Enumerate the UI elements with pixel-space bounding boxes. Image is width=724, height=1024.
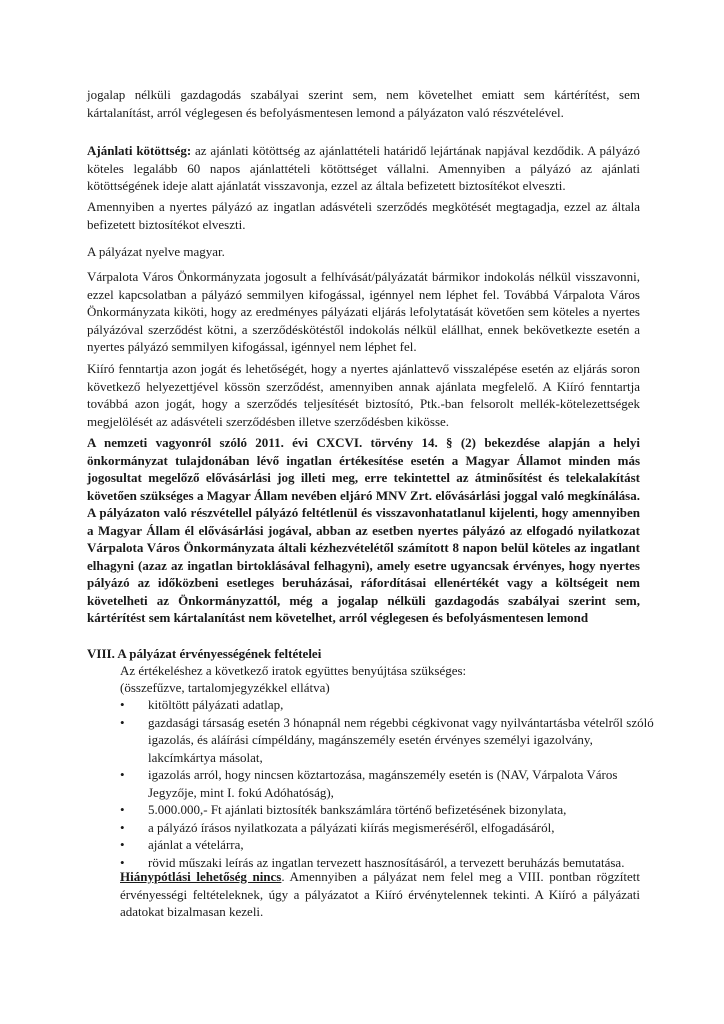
paragraph-ajanlati-kototseg: [87, 142, 640, 195]
bullet-icon: •: [120, 819, 125, 835]
list-item-text: kitöltött pályázati adatlap,: [148, 697, 284, 712]
list-item: [120, 766, 660, 801]
hianypotlas-label: Hiánypótlási lehetőség nincs: [120, 869, 282, 884]
list-item-text: gazdasági társaság esetén 3 hónapnál nem régebbi cégkivonat vagy nyilvántartásba vételről szóló igazolás, és aláírási címpéldány, magánszemély esetén érvényes személyi igazolvány, lakcímkártya másolat,: [148, 714, 654, 765]
bullet-icon: •: [120, 802, 125, 817]
paragraph-kiiro-jogai: Kiíró fenntartja azon jogát és lehetőségét, hogy a nyertes ajánlattevő visszalépése esetén az eljárás soron következő helyezettjével kössön szerződést, amennyiben annak ajánlata megfelelő. A Kiíró fenntartja továbbá azon jogát, hogy a szerződés teljesítését biztosító, Ptk.-ban felsorolt mellék-kötelezettségek megjelölését az adásvételi szerződésben illetve szerződésben kikösse.: [87, 361, 640, 429]
bullet-icon: •: [120, 714, 125, 730]
intro-line-2: (összefűzve, tartalomjegyzékkel ellátva): [120, 680, 330, 695]
paragraph-nyelv: A pályázat nyelve magyar.: [87, 244, 225, 259]
list-item-text: igazolás arról, hogy nincsen köztartozása, magánszemély esetén is (NAV, Várpalota Város Jegyzője, mint I. fokú Adóhatóság),: [148, 767, 618, 800]
paragraph-szerzodes-megtagadas: Amennyiben a nyertes pályázó az ingatlan adásvételi szerződés megkötését megtagadja, ezzel az általa befizetett biztosítékot elveszti.: [87, 199, 640, 232]
list-item: [120, 819, 660, 837]
list-item: [120, 714, 660, 767]
intro-line-1: Az értékeléshez a következő iratok együttes benyújtása szükséges:: [120, 663, 467, 678]
paragraph-visszavonas: Várpalota Város Önkormányzata jogosult a felhívását/pályázatát bármikor indokolás nélkül visszavonni, ezzel kapcsolatban a pályázó semmilyen kifogással, igénnyel nem léphet fel. Továbbá Várpalota Város Önkormányzata kiköti, hogy az eredményes pályázati eljárás lefolytatását követően sem köteles a nyertes pályázóval szerződést kötni, a szerződéskötéstől indokolás nélkül elállhat, ennek bekövetkezte esetén a nyertes pályázó semmilyen kifogással, igénnyel nem léphet fel.: [87, 269, 640, 354]
bullet-icon: •: [120, 697, 125, 712]
paragraph-jogalap: jogalap nélküli gazdagodás szabályai szerint sem, nem követelhet emiatt sem kártérítést, sem kártalanítást, arról véglegesen és befolyásmentesen lemond a pályázaton való részvételével.: [87, 87, 640, 120]
list-item-text: rövid műszaki leírás az ingatlan tervezett hasznosításáról, a tervezett beruházás bemutatása.: [148, 854, 625, 870]
list-item-text: a pályázó írásos nyilatkozata a pályázati kiírás megismeréséről, elfogadásáról,: [148, 819, 555, 835]
list-item: [120, 801, 660, 819]
bullet-icon: •: [120, 854, 125, 870]
list-item: [120, 696, 660, 714]
ajanlati-kototseg-text: az ajánlati kötöttség az ajánlattételi határidő lejártának napjával kezdődik. A pályázó köteles legalább 60 napos ajánlattételi kötöttséget vállalni. Amennyiben a pályázó az ajánlati kötöttségének ideje alatt ajánlatát visszavonja, ezzel az általa befizetett biztosítékot elveszti.: [87, 143, 640, 193]
ajanlati-kototseg-label: Ajánlati kötöttség:: [87, 143, 192, 158]
list-item-text: 5.000.000,- Ft ajánlati biztosíték bankszámlára történő befizetésének bizonylata,: [148, 802, 567, 817]
hianypotlas-text: . Amennyiben a pályázat nem felel meg a VIII. pontban rögzített érvényességi feltételeknek, úgy a pályázatot a Kiíró érvénytelennek tekinti. A Kiíró a pályázati adatokat bizalmasan kezeli.: [120, 869, 640, 919]
list-item: [120, 836, 660, 854]
paragraph-hianypotlas: [120, 868, 640, 921]
bullet-icon: •: [120, 767, 125, 782]
paragraph-elovasarlasi-jog: A nemzeti vagyonról szóló 2011. évi CXCVI. törvény 14. § (2) bekezdése alapján a helyi önkormányzat tulajdonában lévő ingatlan értékesítése esetén a Magyar Államot minden más jogosultat megelőző elővásárlási jog illeti meg, erre tekintettel az átminősítést és telekalakítást követően szükséges a Magyar Állam nevében eljáró MNV Zrt. elővásárlási joggal való megkínálása. A pályázaton való részvétellel pályázó feltétlenül és visszavonhatatlanul kijelenti, hogy amennyiben a Magyar Állam él elővásárlási jogával, abban az esetben nyertes pályázó az elfogadó nyilatkozat Várpalota Város Önkormányzata általi kézhezvételétől számított 8 napon belül köteles az ingatlant elhagyni (azaz az ingatlan birtoklásával felhagyni), amely esetre ugyancsak érvényes, hogy nyertes pályázó az időközbeni esetleges beruházásai, ráfordításai ellenértékét vagy a költségeit nem követelheti az Önkormányzattól, még a jogalap nélküli gazdagodás szabályai szerint sem, kártérítést sem kártalanítást nem követelhet, arról véglegesen és befolyásmentesen lemond: [87, 435, 640, 625]
required-documents-list: [120, 696, 660, 871]
bullet-icon: •: [120, 837, 125, 852]
section-heading-viii: VIII. A pályázat érvényességének feltételei: [87, 646, 322, 661]
list-item-text: ajánlat a vételárra,: [148, 837, 244, 852]
